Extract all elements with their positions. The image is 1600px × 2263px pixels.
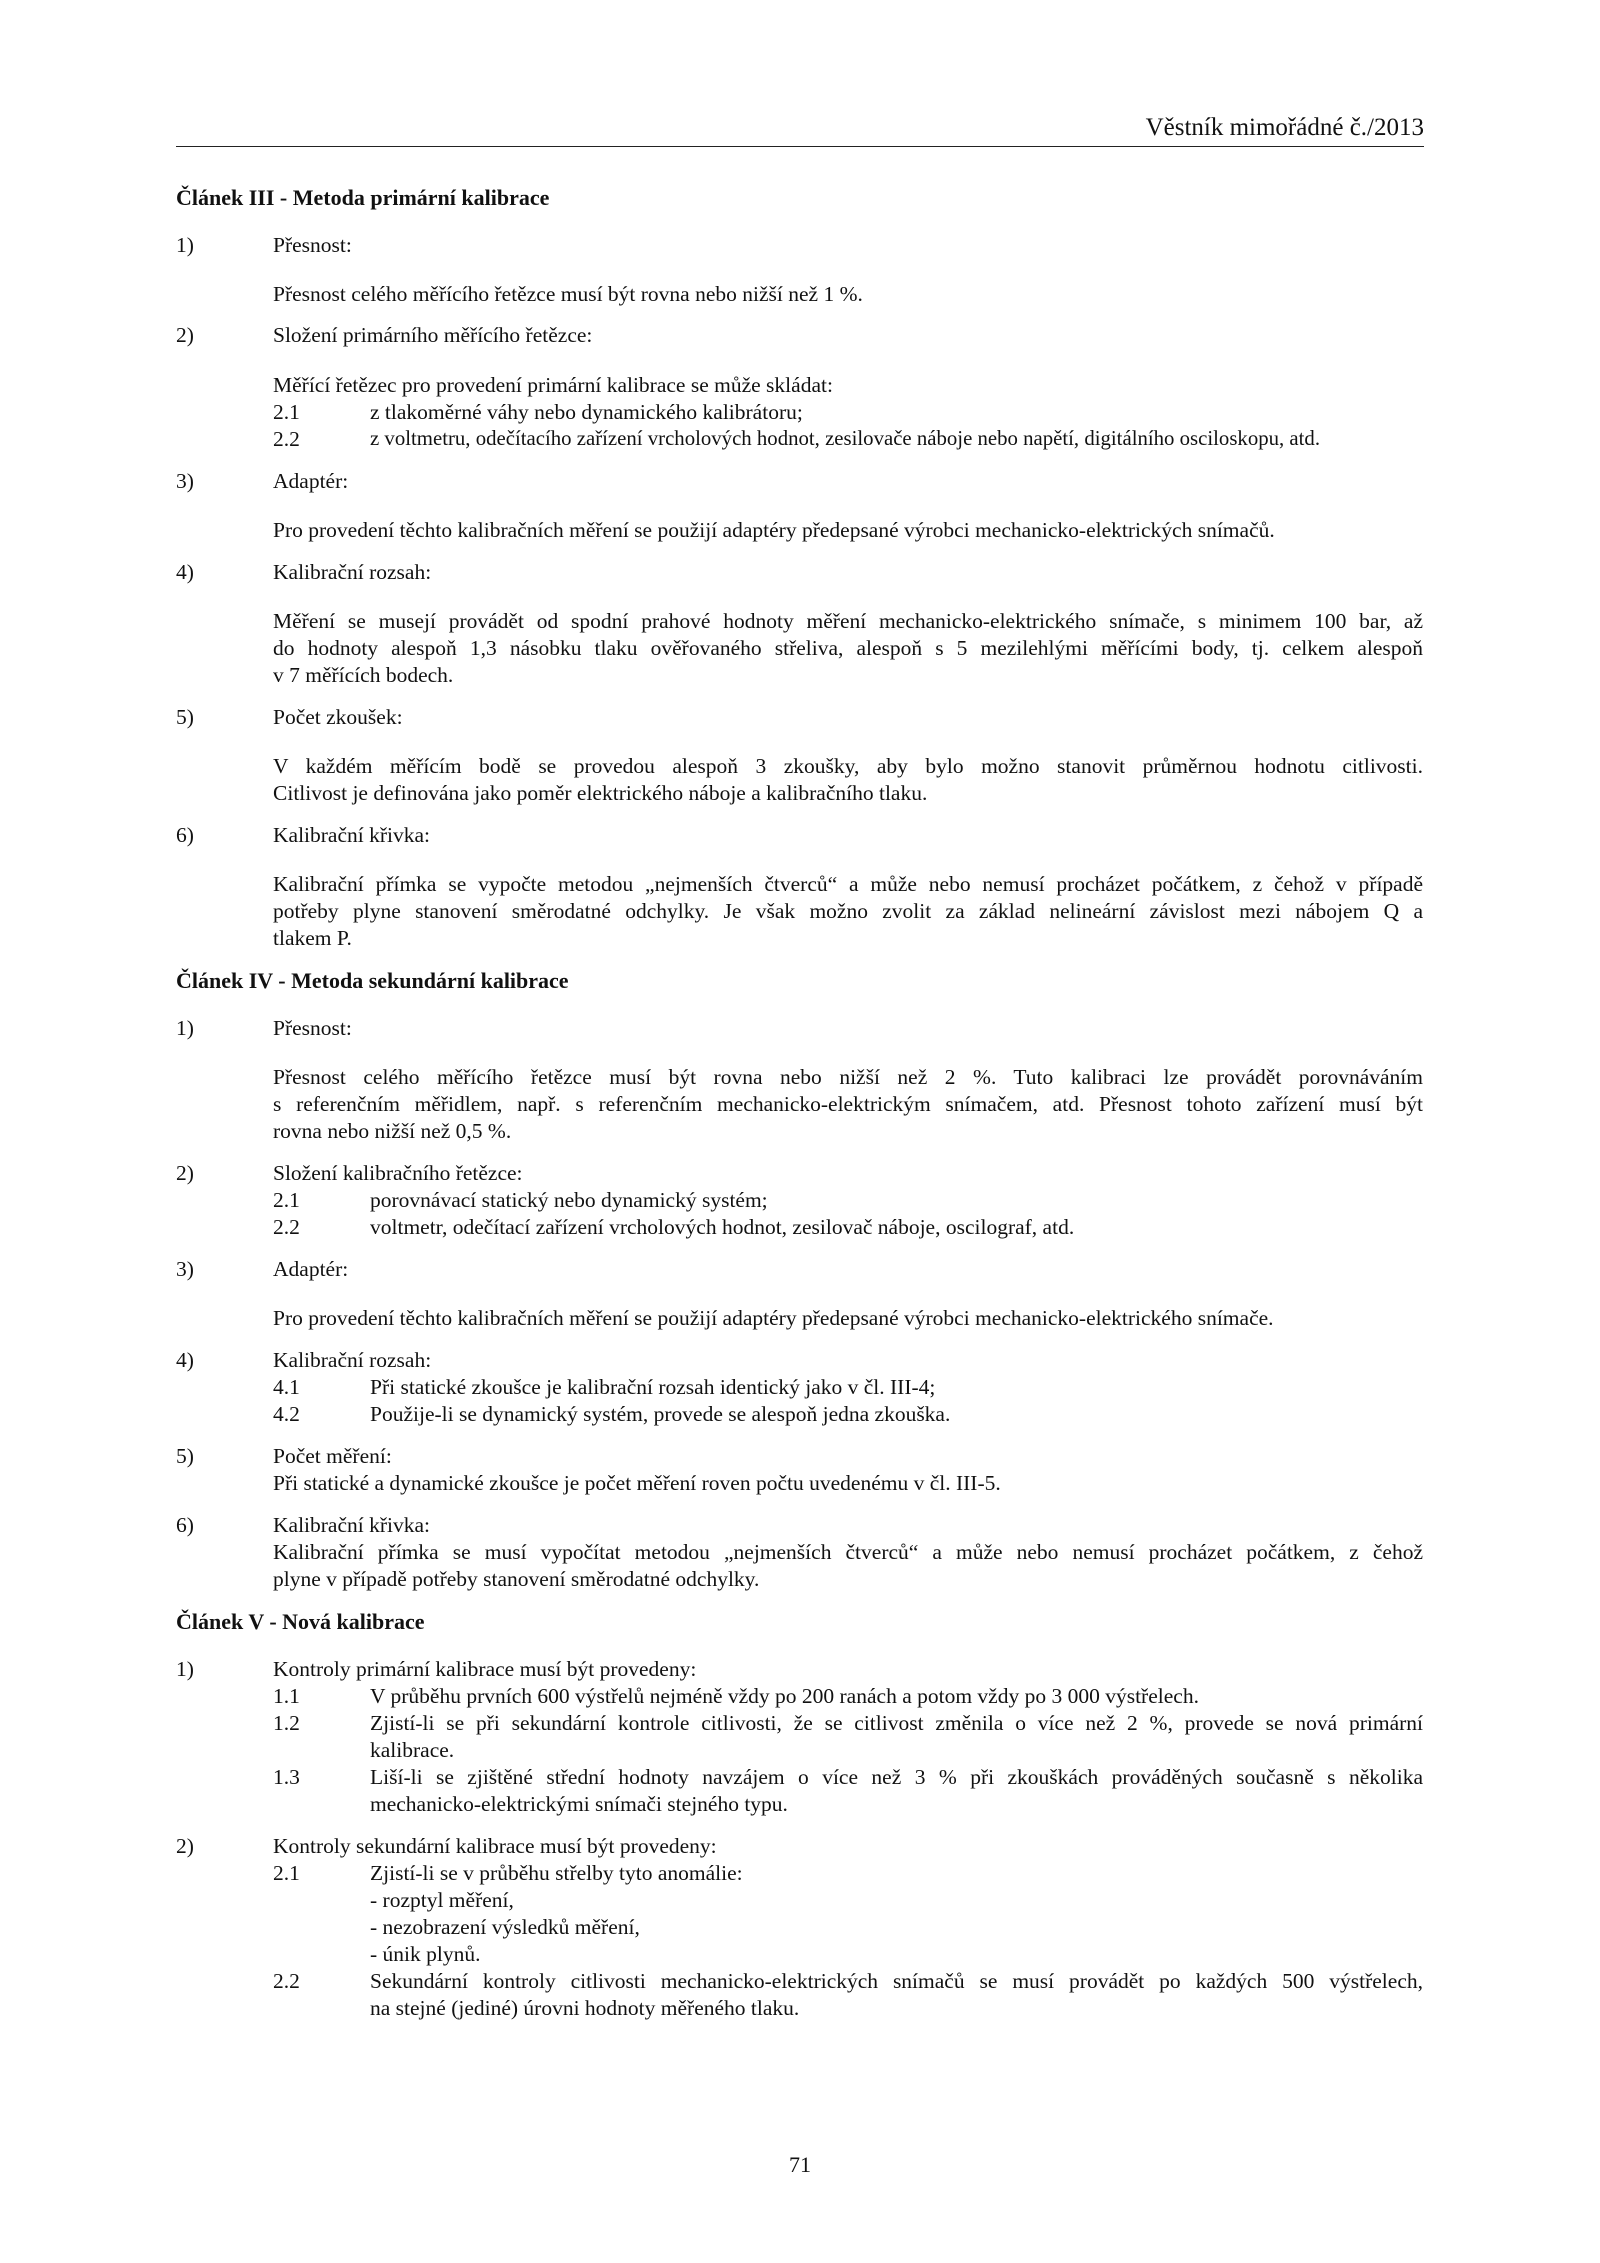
- art4-p4-item-number: 4.2: [273, 1402, 300, 1426]
- art3-p6-label: Kalibrační křivka:: [273, 823, 431, 847]
- art5-p2-item-line: - nezobrazení výsledků měření,: [370, 1915, 640, 1939]
- art5-p1-label: Kontroly primární kalibrace musí být provedeny:: [273, 1657, 697, 1681]
- art5-p2-item-line: - únik plynů.: [370, 1942, 481, 1966]
- art4-p6-line: Kalibrační přímka se musí vypočítat metodou „nejmenších čtverců“ a může nebo nemusí procházet počátkem, z čehož: [273, 1540, 1423, 1564]
- art5-p1-number: 1): [176, 1657, 194, 1681]
- art3-p2-intro: Měřící řetězec pro provedení primární kalibrace se může skládat:: [273, 373, 833, 397]
- art3-p2-item-number: 2.2: [273, 427, 300, 451]
- art3-p2-label: Složení primárního měřícího řetězce:: [273, 323, 593, 347]
- art4-p4-label: Kalibrační rozsah:: [273, 1348, 432, 1372]
- art3-p1-number: 1): [176, 233, 194, 257]
- art5-p1-item-line: V průběhu prvních 600 výstřelů nejméně vždy po 200 ranách a potom vždy po 3 000 výstřelech.: [370, 1684, 1199, 1708]
- art4-p3-label: Adaptér:: [273, 1257, 349, 1281]
- art4-p6-label: Kalibrační křivka:: [273, 1513, 431, 1537]
- art3-p3-number: 3): [176, 469, 194, 493]
- article-3-title: Článek III - Metoda primární kalibrace: [176, 185, 550, 210]
- art3-p6-line: tlakem P.: [273, 926, 352, 950]
- art5-p2-item-line: na stejné (jediné) úrovni hodnoty měřeného tlaku.: [370, 1996, 800, 2020]
- art3-p6-line: Kalibrační přímka se vypočte metodou „nejmenších čtverců“ a může nebo nemusí procházet počátkem, z čehož v případě: [273, 872, 1423, 896]
- art4-p2-item-text: porovnávací statický nebo dynamický systém;: [370, 1188, 768, 1212]
- art5-p1-item-line: Liší-li se zjištěné střední hodnoty navzájem o více než 3 % při zkouškách prováděných současně s několika: [370, 1765, 1423, 1789]
- art4-p6-number: 6): [176, 1513, 194, 1537]
- art3-p4-number: 4): [176, 560, 194, 584]
- art5-p2-number: 2): [176, 1834, 194, 1858]
- art5-p1-item-line: Zjistí-li se při sekundární kontrole citlivosti, že se citlivost změnila o více než 2 %, provede se nová primární: [370, 1711, 1423, 1735]
- art3-p5-label: Počet zkoušek:: [273, 705, 403, 729]
- art3-p6-line: potřeby plyne stanovení směrodatné odchylky. Je však možno zvolit za základ nelineární závislost mezi nábojem Q a: [273, 899, 1423, 923]
- art5-p1-item-number: 1.3: [273, 1765, 300, 1789]
- art4-p2-label: Složení kalibračního řetězce:: [273, 1161, 523, 1185]
- art3-p2-item-text: z voltmetru, odečítacího zařízení vrcholových hodnot, zesilovače náboje nebo napětí, digitálního osciloskopu, atd.: [370, 427, 1321, 450]
- art3-p5-line: V každém měřícím bodě se provedou alespoň 3 zkoušky, aby bylo možno stanovit průměrnou hodnotu citlivosti.: [273, 754, 1423, 778]
- art4-p1-line: Přesnost celého měřícího řetězce musí být rovna nebo nižší než 2 %. Tuto kalibraci lze provádět porovnáváním: [273, 1065, 1423, 1089]
- art3-p1-text: Přesnost celého měřícího řetězce musí být rovna nebo nižší než 1 %.: [273, 282, 863, 306]
- art5-p1-item-line: mechanicko-elektrickými snímači stejného typu.: [370, 1792, 788, 1816]
- art4-p5-number: 5): [176, 1444, 194, 1468]
- art3-p4-line: v 7 měřících bodech.: [273, 663, 454, 687]
- art3-p4-line: do hodnoty alespoň 1,3 násobku tlaku ověřovaného střeliva, alespoň s 5 mezilehlými měřícími body, tj. celkem alespoň: [273, 636, 1423, 660]
- art4-p2-number: 2): [176, 1161, 194, 1185]
- art4-p2-item-text: voltmetr, odečítací zařízení vrcholových hodnot, zesilovač náboje, oscilograf, atd.: [370, 1215, 1075, 1239]
- art3-p4-line: Měření se musejí provádět od spodní prahové hodnoty měření mechanicko-elektrického snímače, s minimem 100 bar, až: [273, 609, 1423, 633]
- art4-p4-item-text: Použije-li se dynamický systém, provede se alespoň jedna zkouška.: [370, 1402, 951, 1426]
- art4-p5-label: Počet měření:: [273, 1444, 392, 1468]
- art4-p1-number: 1): [176, 1016, 194, 1040]
- art3-p1-label: Přesnost:: [273, 233, 352, 257]
- art5-p2-item-line: Sekundární kontroly citlivosti mechanicko-elektrických snímačů se musí provádět po každých 500 výstřelech,: [370, 1969, 1423, 1993]
- art3-p2-item-text: z tlakoměrné váhy nebo dynamického kalibrátoru;: [370, 400, 803, 424]
- article-4-title: Článek IV - Metoda sekundární kalibrace: [176, 968, 569, 993]
- art4-p1-line: rovna nebo nižší než 0,5 %.: [273, 1119, 512, 1143]
- page-number: 71: [789, 2152, 811, 2177]
- art4-p4-item-text: Při statické zkoušce je kalibrační rozsah identický jako v čl. III-4;: [370, 1375, 936, 1399]
- art4-p4-item-number: 4.1: [273, 1375, 300, 1399]
- art3-p4-label: Kalibrační rozsah:: [273, 560, 432, 584]
- art4-p3-number: 3): [176, 1257, 194, 1281]
- art4-p2-item-number: 2.1: [273, 1188, 300, 1212]
- art4-p5-text: Při statické a dynamické zkoušce je počet měření roven počtu uvedenému v čl. III-5.: [273, 1471, 1001, 1495]
- art5-p2-label: Kontroly sekundární kalibrace musí být provedeny:: [273, 1834, 717, 1858]
- art3-p3-text: Pro provedení těchto kalibračních měření se použijí adaptéry předepsané výrobci mechanicko-elektrických snímačů.: [273, 518, 1275, 542]
- art5-p2-item-number: 2.2: [273, 1969, 300, 1993]
- art3-p6-number: 6): [176, 823, 194, 847]
- art3-p2-number: 2): [176, 323, 194, 347]
- art4-p3-text: Pro provedení těchto kalibračních měření se použijí adaptéry předepsané výrobci mechanicko-elektrického snímače.: [273, 1306, 1274, 1330]
- art5-p1-item-number: 1.1: [273, 1684, 300, 1708]
- art5-p1-item-line: kalibrace.: [370, 1738, 455, 1762]
- art5-p2-item-line: - rozptyl měření,: [370, 1888, 514, 1912]
- art4-p1-label: Přesnost:: [273, 1016, 352, 1040]
- art3-p2-item-number: 2.1: [273, 400, 300, 424]
- art4-p6-line: plyne v případě potřeby stanovení směrodatné odchylky.: [273, 1567, 760, 1591]
- art4-p2-item-number: 2.2: [273, 1215, 300, 1239]
- running-header: Věstník mimořádné č./2013: [176, 110, 1424, 147]
- art3-p5-number: 5): [176, 705, 194, 729]
- article-5-title: Článek V - Nová kalibrace: [176, 1609, 425, 1634]
- art3-p5-line: Citlivost je definována jako poměr elektrického náboje a kalibračního tlaku.: [273, 781, 928, 805]
- art5-p2-item-line: Zjistí-li se v průběhu střelby tyto anomálie:: [370, 1861, 743, 1885]
- art3-p3-label: Adaptér:: [273, 469, 349, 493]
- art4-p1-line: s referenčním měřidlem, např. s referenčním mechanicko-elektrickým snímačem, atd. Přesnost tohoto zařízení musí být: [273, 1092, 1423, 1116]
- art4-p4-number: 4): [176, 1348, 194, 1372]
- art5-p2-item-number: 2.1: [273, 1861, 300, 1885]
- art5-p1-item-number: 1.2: [273, 1711, 300, 1735]
